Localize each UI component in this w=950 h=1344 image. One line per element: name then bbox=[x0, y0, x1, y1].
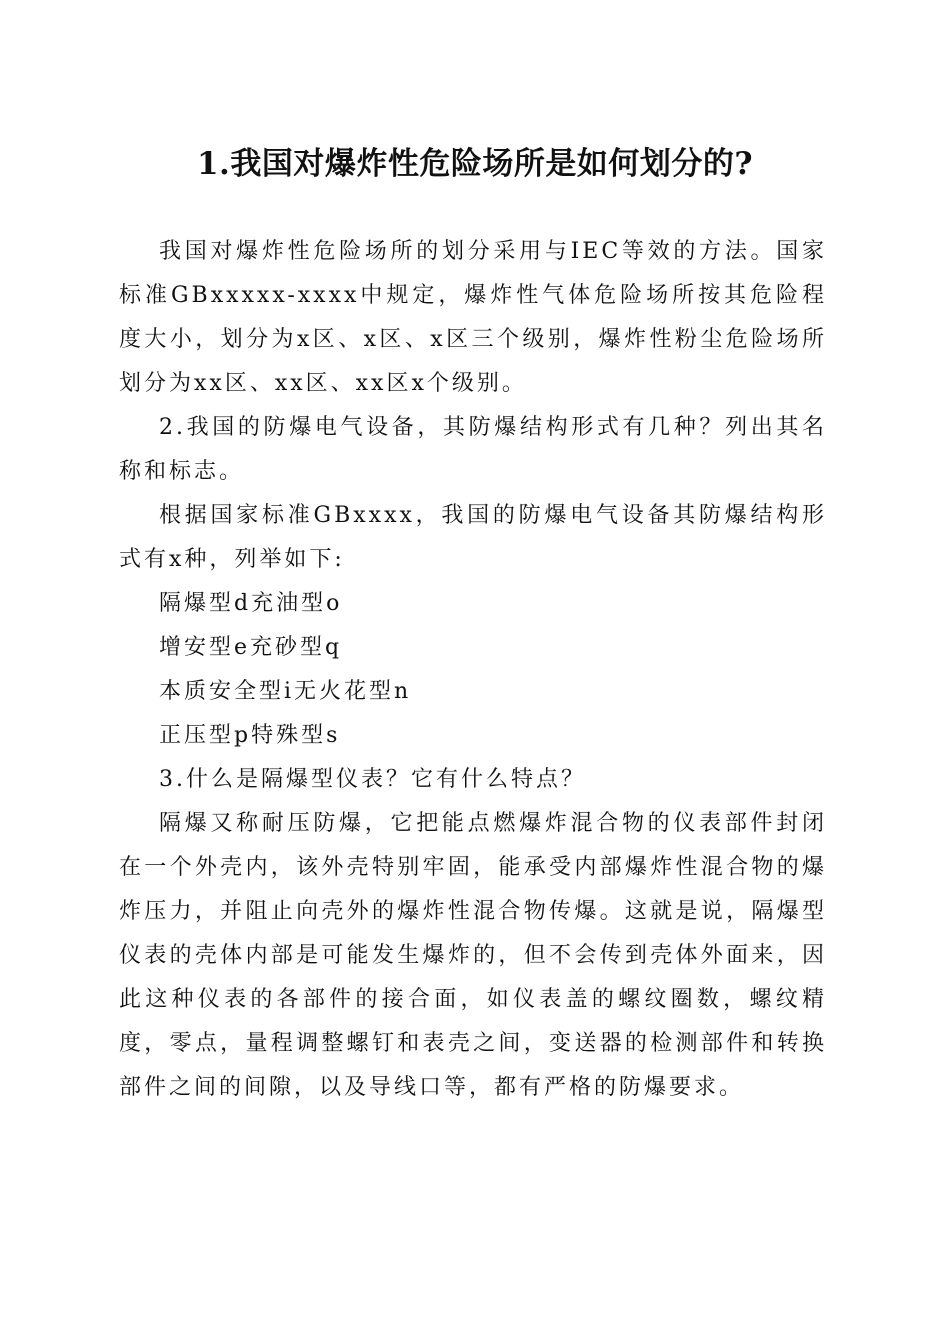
list-item-type-p-s: 正压型p特殊型s bbox=[159, 723, 341, 748]
paragraph-flameproof-explanation: 隔爆又称耐压防爆，它把能点燃爆炸混合物的仪表部件封闭在一个外壳内，该外壳特别牢固，能承受内部爆炸性混合物的爆炸压力，并阻止向壳外的爆炸性混合物传爆。这就是说，隔爆型仪表的壳体内部是可能发生爆炸的，但不会传到壳体外面来，因此这种仪表的各部件的接合面，如仪表盖的螺纹圈数，螺纹精度，零点，量程调整螺钉和表壳之间，变送器的检测部件和转换部件之间的间隙，以及导线口等，都有严格的防爆要求。 bbox=[119, 811, 827, 1100]
paragraph-structure-types-intro: 根据国家标准GBxxxx，我国的防爆电气设备其防爆结构形式有x种，列举如下: bbox=[119, 503, 827, 572]
list-item-type-i-n: 本质安全型i无火花型n bbox=[159, 679, 412, 704]
document-body bbox=[119, 230, 827, 1110]
page-title: 1.我国对爆炸性危险场所是如何划分的? bbox=[196, 146, 754, 182]
question-3-heading: 3.什么是隔爆型仪表？它有什么特点？ bbox=[159, 767, 586, 792]
paragraph-zone-classification: 我国对爆炸性危险场所的划分采用与IEC等效的方法。国家标准GBxxxxx-xxxx中规定，爆炸性气体危险场所按其危险程度大小，划分为x区、x区、x区三个级别，爆炸性粉尘危险场所划分为xx区、xx区、xx区x个级别。 bbox=[119, 239, 827, 396]
list-item-type-d-o: 隔爆型d充油型o bbox=[159, 591, 343, 616]
question-2-heading: 2.我国的防爆电气设备，其防爆结构形式有几种？列出其名称和标志。 bbox=[119, 415, 827, 484]
list-item-type-e-q: 增安型e充砂型q bbox=[159, 635, 343, 660]
